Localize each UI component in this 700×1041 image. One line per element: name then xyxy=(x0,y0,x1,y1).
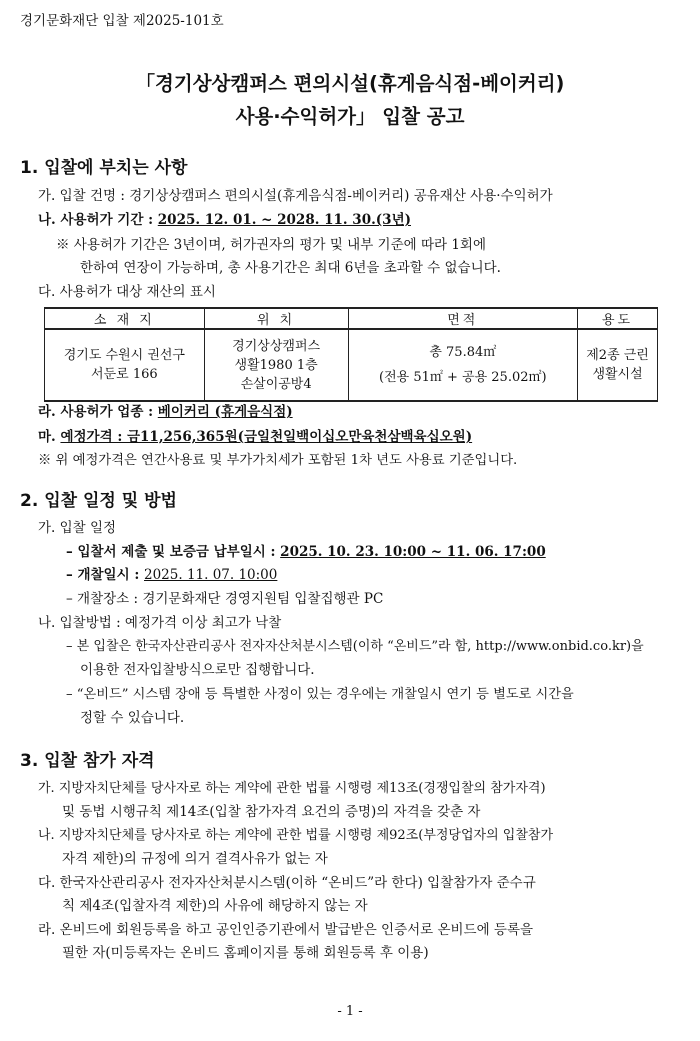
submission-period-value: 2025. 10. 23. 10:00 ~ 11. 06. 17:00 xyxy=(280,544,546,560)
title-line-2: 사용·수익허가」 입찰 공고 xyxy=(235,105,465,128)
qualification-c-line-1: 다. 한국자산관리공사 전자자산처분시스템(이하 “온비드”라 한다) 입찰참가자 준수규 xyxy=(38,875,536,891)
table-row xyxy=(45,329,658,401)
header-area: 면적 xyxy=(348,308,578,329)
qualification-d-line-1: 라. 온비드에 회원등록을 하고 공인인증기관에서 발급받은 인증서로 온비드에 등록을 xyxy=(38,922,534,938)
opening-date-label: – 개찰일시 : xyxy=(66,567,144,583)
permit-note-line-2: 한하여 연장이 가능하며, 총 사용기간은 최대 6년을 초과할 수 없습니다. xyxy=(80,260,501,276)
title-line-1: 「경기상상캠퍼스 편의시설(휴게음식점-베이커리) xyxy=(135,72,565,95)
business-type-label: 라. 사용허가 업종 : xyxy=(38,404,158,420)
qualification-b-line-1: 나. 지방자치단체를 당사자로 하는 계약에 관한 법률 시행령 제92조(부정당업자의 입찰참가 xyxy=(38,828,554,843)
bid-title-line xyxy=(38,187,553,205)
header-usage: 용도 xyxy=(578,308,658,329)
system-failure-note-line-1: – “온비드” 시스템 장애 등 특별한 사정이 있는 경우에는 개찰일시 연기 등 별도로 시간을 xyxy=(66,687,574,702)
section-3-heading: 3. 입찰 참가 자격 xyxy=(20,751,155,771)
bid-title-text: 경기상상캠퍼스 편의시설(휴게음식점-베이커리) 공유재산 사용·수익허가 xyxy=(129,188,553,204)
document-number: 경기문화재단 입찰 제2025-101호 xyxy=(20,13,224,29)
onbid-note-line-2: 이용한 전자입찰방식으로만 집행합니다. xyxy=(80,662,315,678)
area-line-2: (전용 51㎡ + 공용 25.02㎡) xyxy=(379,370,547,385)
permit-note-line-1: ※ 사용허가 기간은 3년이며, 허가권자의 평가 및 내부 기준에 따라 1회에 xyxy=(56,237,486,253)
usage-line-2: 생활시설 xyxy=(592,367,643,382)
property-table xyxy=(44,307,658,402)
cell-area xyxy=(348,329,578,401)
estimated-price-line xyxy=(38,428,472,446)
area-line-1: 총 75.84㎡ xyxy=(429,345,497,360)
estimated-price-value: 예정가격 : 금11,256,365원(금일천일백이십오만육천삼백육십오원) xyxy=(60,429,473,445)
section-2-heading: 2. 입찰 일정 및 방법 xyxy=(20,491,177,511)
location-line-1: 경기도 수원시 권선구 xyxy=(63,348,185,363)
opening-place-line: – 개찰장소 : 경기문화재단 경영지원팀 입찰집행관 PC xyxy=(66,591,384,607)
page-number: - 1 - xyxy=(337,1004,363,1019)
business-type-line xyxy=(38,403,293,421)
permit-period-label: 나. 사용허가 기간 : xyxy=(38,212,158,228)
position-line-1: 경기상상캠퍼스 xyxy=(232,338,321,354)
cell-location xyxy=(45,329,205,401)
system-failure-note-line-2: 정할 수 있습니다. xyxy=(80,710,185,726)
submission-period-line xyxy=(66,543,546,561)
position-line-2: 생활1980 1층 xyxy=(234,357,318,373)
section-1-heading: 1. 입찰에 부치는 사항 xyxy=(20,158,188,178)
cell-position xyxy=(204,329,348,401)
submission-period-label: – 입찰서 제출 및 보증금 납부일시 : xyxy=(66,544,281,560)
qualification-d-line-2: 필한 자(미등록자는 온비드 홈페이지를 통해 회원등록 후 이용) xyxy=(62,945,429,961)
opening-date-value: 2025. 11. 07. 10:00 xyxy=(144,567,278,583)
schedule-label: 가. 입찰 일정 xyxy=(38,520,117,536)
qualification-b-line-2: 자격 제한)의 규정에 의거 결격사유가 없는 자 xyxy=(62,851,328,867)
position-line-3: 손살이공방4 xyxy=(240,376,312,392)
header-location: 소 재 지 xyxy=(45,308,205,329)
usage-line-1: 제2종 근린 xyxy=(586,348,649,363)
opening-date-line xyxy=(66,566,277,584)
header-position: 위 치 xyxy=(204,308,348,329)
price-note: ※ 위 예정가격은 연간사용료 및 부가가치세가 포함된 1차 년도 사용료 기준입니다. xyxy=(38,453,518,468)
bid-title-label: 가. 입찰 건명 : xyxy=(38,188,130,204)
cell-usage xyxy=(578,329,658,401)
qualification-a-line-1: 가. 지방자치단체를 당사자로 하는 계약에 관한 법률 시행령 제13조(경쟁입찰의 참가자격) xyxy=(38,781,546,796)
estimated-price-label: 마. xyxy=(38,429,61,445)
business-type-value: 베이커리 (휴게음식점) xyxy=(157,404,293,420)
permit-period-value: 2025. 12. 01. ~ 2028. 11. 30.(3년) xyxy=(157,212,411,228)
property-label: 다. 사용허가 대상 재산의 표시 xyxy=(38,284,216,300)
property-table-header xyxy=(45,308,658,329)
qualification-c-line-2: 칙 제4조(입찰자격 제한)의 사유에 해당하지 않는 자 xyxy=(62,898,368,914)
onbid-note-line-1: – 본 입찰은 한국자산관리공사 전자자산처분시스템(이하 “온비드”라 함, http://www.onbid.co.kr)을 xyxy=(66,639,644,654)
location-line-2: 서둔로 166 xyxy=(91,367,158,382)
bid-method-line: 나. 입찰방법 : 예정가격 이상 최고가 낙찰 xyxy=(38,615,282,631)
permit-period-line xyxy=(38,211,411,229)
qualification-a-line-2: 및 동법 시행규칙 제14조(입찰 참가자격 요건의 증명)의 자격을 갖춘 자 xyxy=(62,804,481,820)
